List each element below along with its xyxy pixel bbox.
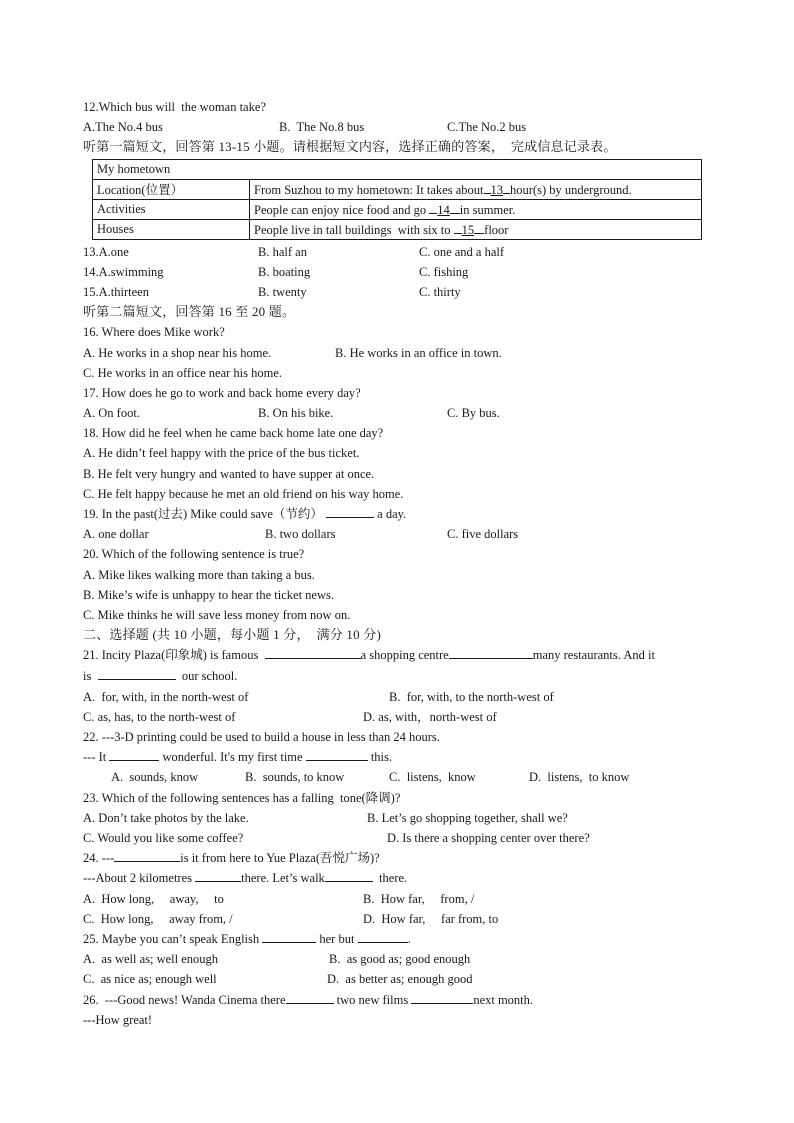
answer-blank: [411, 991, 473, 1004]
question-23: 23. Which of the following sentences has a falling tone(降调)?: [83, 790, 401, 805]
option-a: A. He works in a shop near his home.: [83, 345, 272, 360]
option-c: C. as nice as; enough well: [83, 972, 217, 987]
option-b: B. half an: [258, 244, 307, 259]
question-13-options: [83, 242, 708, 262]
option-a: 13.A.one: [83, 244, 129, 259]
question-26-reply: ---How great!: [83, 1012, 153, 1027]
question-21-options-cd: [83, 707, 708, 727]
question-text: .: [407, 931, 411, 946]
option-c: C.The No.2 bus: [447, 120, 527, 135]
answer-blank: [109, 748, 159, 761]
option-b: B. Mike’s wife is unhappy to hear the ticket news.: [83, 587, 334, 602]
question-24-options-ab: [83, 889, 708, 909]
question-23-options-cd: [83, 828, 708, 848]
exam-page: [83, 97, 708, 1030]
option-c: C. five dollars: [447, 527, 519, 542]
row-label: Location(位置）: [93, 179, 250, 199]
option-d: D. How far, far from, to: [363, 911, 499, 926]
option-a: 14.A.swimming: [83, 264, 164, 279]
answer-blank: [306, 748, 368, 761]
question-text: is: [83, 668, 98, 683]
option-b: B. He felt very hungry and wanted to have supper at once.: [83, 466, 375, 481]
question-text: a shopping centre: [360, 648, 449, 663]
question-text: 24. ---: [83, 851, 115, 866]
answer-blank: [114, 849, 180, 862]
row-text: hour(s) by underground.: [510, 182, 632, 197]
question-22: 22. ---3-D printing could be used to build a house in less than 24 hours.: [83, 730, 440, 745]
option-c: C. He felt happy because he met an old friend on his way home.: [83, 486, 404, 501]
blank: [484, 181, 491, 194]
blank-number: 13: [490, 182, 503, 197]
question-text: --- It: [83, 750, 110, 765]
question-25: [83, 929, 708, 949]
question-17-options: [83, 403, 708, 423]
instruction-16-20: 听第二篇短文，回答第 16 至 20 题。: [83, 304, 296, 320]
option-c: C. By bus.: [447, 406, 500, 421]
question-23-options-ab: [83, 808, 708, 828]
question-14-options: [83, 262, 708, 282]
table-row: [93, 219, 702, 239]
table-row: [93, 179, 702, 199]
question-16: 16. Where does Mike work?: [83, 325, 225, 340]
option-a: A. Don’t take photos by the lake.: [83, 810, 249, 825]
question-text: 25. Maybe you can’t speak English: [83, 931, 263, 946]
option-c: C. one and a half: [419, 244, 505, 259]
question-text: 19. In the past(过去) Mike could save（节约）: [83, 507, 327, 521]
question-text: next month.: [473, 992, 534, 1007]
question-16-options-ab: [83, 343, 708, 363]
answer-blank: [286, 991, 334, 1004]
blank-number: 14: [437, 202, 450, 217]
row-text: From Suzhou to my hometown: It takes about: [254, 182, 484, 197]
question-24-reply: [83, 868, 708, 888]
option-b: B. as good as; good enough: [329, 952, 471, 967]
question-25-options-cd: [83, 969, 708, 989]
question-19: [83, 504, 708, 524]
question-text: our school.: [175, 668, 238, 683]
question-text: 26. ---Good news! Wanda Cinema there: [83, 992, 286, 1007]
question-26: [83, 990, 708, 1010]
question-text: is it from here to Yue Plaza(吾悦广场)?: [180, 851, 380, 866]
row-text: floor: [484, 222, 509, 237]
answer-blank: [326, 505, 374, 518]
question-text: ---About 2 kilometres: [83, 871, 196, 886]
question-text: her but: [316, 931, 358, 946]
row-text: People can enjoy nice food and go: [254, 202, 430, 217]
question-text: 12.Which bus will the woman take?: [83, 100, 266, 114]
option-d: D. Is there a shopping center over there?: [387, 831, 590, 845]
question-19-options: [83, 524, 708, 544]
question-17: 17. How does he go to work and back home every day?: [83, 385, 361, 400]
option-b: B. Let’s go shopping together, shall we?: [367, 810, 568, 825]
question-12-options: [83, 117, 708, 137]
option-d: D. listens, to know: [529, 770, 630, 785]
option-a: A.The No.4 bus: [83, 120, 163, 135]
option-b: B. boating: [258, 264, 311, 279]
option-a: A. On foot.: [83, 406, 140, 421]
option-c: C. as, has, to the north-west of: [83, 709, 236, 724]
option-a: A. as well as; well enough: [83, 952, 219, 967]
question-25-options-ab: [83, 949, 708, 969]
option-a: A. one dollar: [83, 527, 149, 542]
option-c: C. Mike thinks he will save less money from now on.: [83, 607, 351, 622]
question-text: 21. Incity Plaza(印象城) is famous: [83, 648, 265, 663]
answer-blank: [262, 930, 316, 943]
question-21-options-ab: [83, 687, 708, 707]
option-d: D. as, with，north-west of: [363, 709, 497, 724]
hometown-info-table: [92, 159, 702, 240]
answer-blank: [449, 646, 533, 659]
option-c: C. listens, know: [389, 770, 476, 785]
blank: [454, 221, 462, 234]
option-b: B. On his bike.: [258, 406, 334, 421]
blank-number: 15: [461, 222, 475, 237]
section-2-heading: 二、选择题 (共 10 小题，每小题 1 分， 满分 10 分): [83, 627, 382, 643]
row-label: Activities: [93, 199, 250, 219]
answer-blank: [265, 646, 361, 659]
option-a: A. He didn’t feel happy with the price of the bus ticket.: [83, 446, 360, 461]
question-18: 18. How did he feel when he came back home late one day?: [83, 426, 384, 441]
option-b: B. twenty: [258, 284, 307, 299]
blank: [474, 221, 484, 234]
table-row: [93, 199, 702, 219]
answer-blank: [195, 869, 241, 882]
answer-blank: [358, 930, 408, 943]
question-text: two new films: [333, 992, 412, 1007]
question-text: wonderful. It's my first time: [159, 750, 306, 765]
row-content: [250, 199, 702, 219]
row-label: Houses: [93, 219, 250, 239]
option-b: B. sounds, to know: [245, 770, 345, 785]
question-22-reply: [83, 747, 708, 767]
option-a: A. sounds, know: [111, 770, 199, 785]
question-21-cont: [83, 666, 708, 686]
row-content: [250, 219, 702, 239]
option-c: C. fishing: [419, 264, 469, 279]
option-d: D. as better as; enough good: [327, 972, 473, 987]
table-title: My hometown: [93, 159, 702, 179]
question-22-options: [83, 767, 708, 787]
option-c: C. How long, away from, /: [83, 911, 233, 926]
answer-blank: [325, 869, 373, 882]
question-text: there. Let’s walk: [241, 871, 325, 886]
option-c: C. thirty: [419, 284, 461, 299]
answer-blank: [98, 667, 176, 680]
question-text: there.: [372, 871, 408, 886]
question-20: 20. Which of the following sentence is true?: [83, 547, 305, 562]
row-text: in summer.: [459, 202, 516, 217]
option-b: B. two dollars: [265, 527, 336, 542]
instruction-13-15: 听第一篇短文，回答第 13-15 小题。请根据短文内容，选择正确的答案， 完成信息记录表。: [83, 139, 617, 155]
question-text: this.: [367, 750, 393, 765]
question-text: many restaurants. And it: [532, 648, 655, 663]
blank: [450, 201, 460, 214]
option-b: B. He works in an office in town.: [335, 345, 502, 360]
question-12: [83, 97, 708, 117]
option-b: B. for, with, to the north-west of: [389, 689, 554, 704]
option-a: 15.A.thirteen: [83, 284, 149, 299]
option-b: B. How far, from, /: [363, 891, 475, 906]
option-c: C. He works in an office near his home.: [83, 365, 283, 380]
option-a: A. How long, away, to: [83, 891, 224, 906]
option-a: A. Mike likes walking more than taking a bus.: [83, 567, 315, 582]
question-21: [83, 645, 708, 665]
question-24: [83, 848, 708, 868]
blank: [503, 181, 510, 194]
question-text: a day.: [374, 507, 407, 521]
question-15-options: [83, 282, 708, 302]
option-a: A. for, with, in the north-west of: [83, 689, 249, 704]
row-content: [250, 179, 702, 199]
question-24-options-cd: [83, 909, 708, 929]
table-title-row: [93, 159, 702, 179]
row-text: People live in tall buildings with six to: [254, 222, 454, 237]
option-c: C. Would you like some coffee?: [83, 831, 244, 845]
option-b: B. The No.8 bus: [279, 120, 365, 135]
